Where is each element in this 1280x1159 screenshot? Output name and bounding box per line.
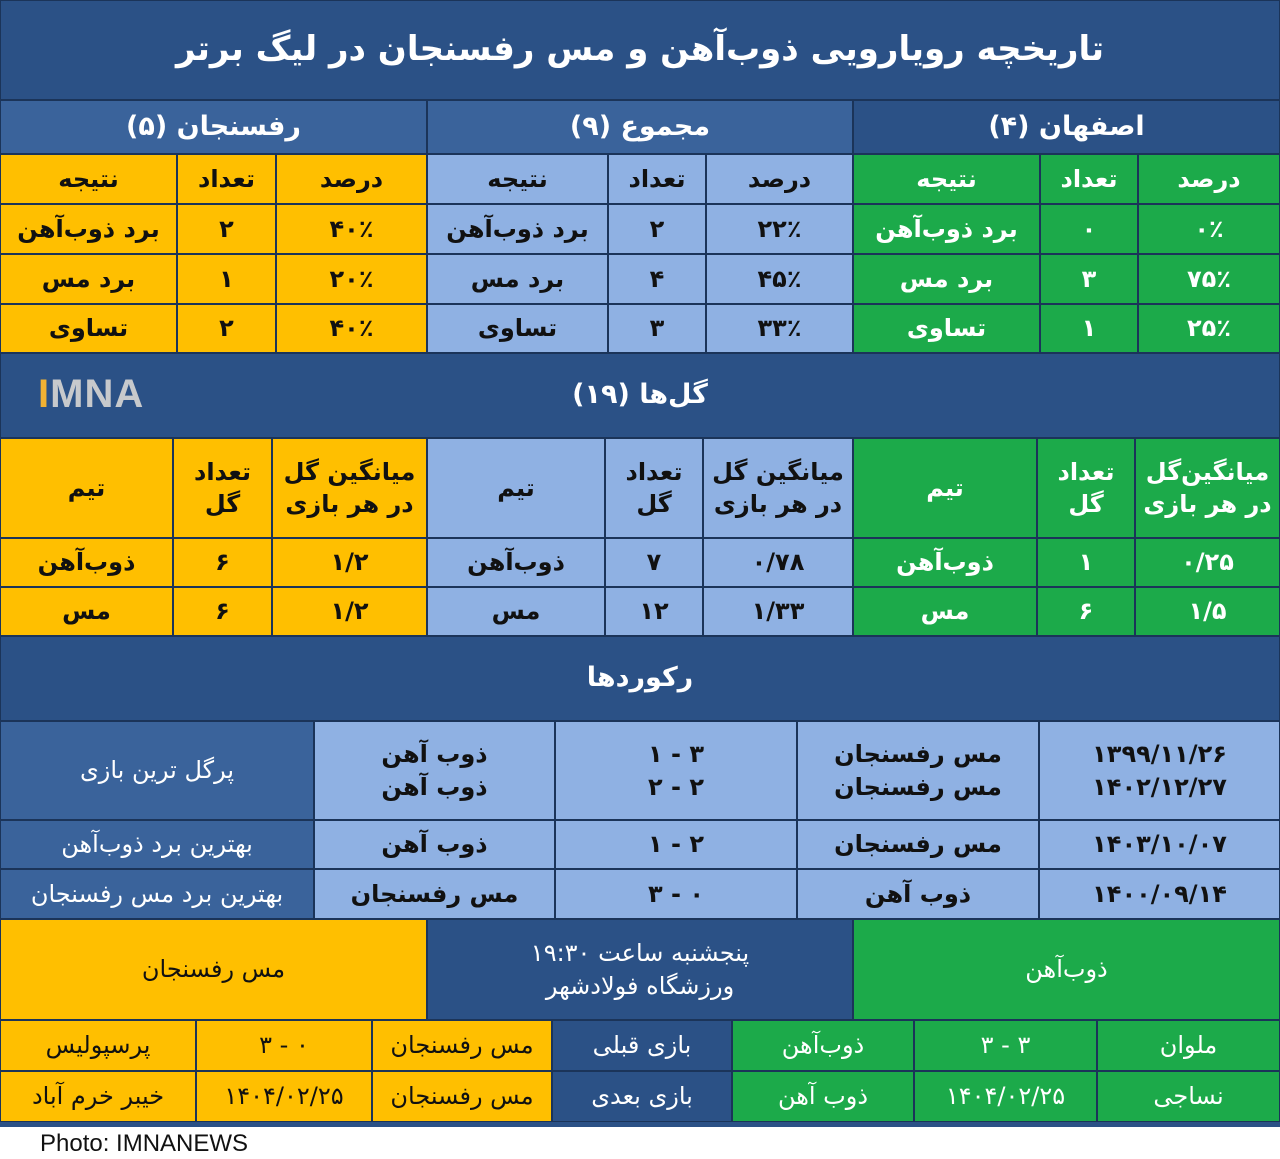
record-date: ۱۳۹۹/۱۱/۲۶ ۱۴۰۲/۱۲/۲۷ (1039, 721, 1280, 820)
record-home: ذوب آهن (797, 869, 1039, 919)
mes-previous-opponent: پرسپولیس (0, 1020, 196, 1071)
result-count: ۰ (1040, 204, 1138, 254)
mes-next-team: مس رفسنجان (372, 1071, 552, 1122)
goals-header-team: تیم (427, 438, 605, 538)
record-score: ۳ - ۱ ۲ - ۲ (555, 721, 797, 820)
result-label: تساوی (0, 304, 177, 353)
goals-avg: ۰/۲۵ (1135, 538, 1280, 587)
results-header-result: نتیجه (0, 154, 177, 204)
goals-header-count: تعداد گل (605, 438, 703, 538)
section-header-isfahan: اصفهان (۴) (853, 100, 1280, 154)
goals-count: ۷ (605, 538, 703, 587)
goals-avg: ۱/۵ (1135, 587, 1280, 636)
mes-previous-score: ۰ - ۳ (196, 1020, 372, 1071)
record-label: بهترین برد مس رفسنجان (0, 869, 314, 919)
section-header-rafsanjan: رفسنجان (۵) (0, 100, 427, 154)
result-count: ۱ (1040, 304, 1138, 353)
goals-team: مس (427, 587, 605, 636)
goals-team: مس (853, 587, 1037, 636)
photo-credit: Photo: IMNANEWS (40, 1130, 249, 1157)
mes-previous-team: مس رفسنجان (372, 1020, 552, 1071)
result-percent: ۳۳٪ (706, 304, 853, 353)
mes-next-date: ۱۴۰۴/۰۲/۲۵ (196, 1071, 372, 1122)
result-count: ۲ (177, 204, 276, 254)
results-header-result: نتیجه (853, 154, 1040, 204)
match-home-team: ذوب‌آهن (853, 919, 1280, 1020)
result-label: برد مس (853, 254, 1040, 304)
result-label: برد مس (427, 254, 608, 304)
section-header-total: مجموع (۹) (427, 100, 853, 154)
goals-team: ذوب‌آهن (427, 538, 605, 587)
zob-next-team: ذوب آهن (732, 1071, 914, 1122)
goals-avg: ۱/۳۳ (703, 587, 853, 636)
goals-team: مس (0, 587, 173, 636)
goals-avg: ۱/۲ (272, 538, 427, 587)
result-count: ۳ (1040, 254, 1138, 304)
result-label: برد مس (0, 254, 177, 304)
goals-header-team: تیم (853, 438, 1037, 538)
result-label: تساوی (853, 304, 1040, 353)
result-percent: ۰٪ (1138, 204, 1280, 254)
match-info: پنجشنبه ساعت ۱۹:۳۰ ورزشگاه فولادشهر (427, 919, 853, 1020)
results-header-count: تعداد (608, 154, 706, 204)
page-title: تاریخچه رویارویی ذوب‌آهن و مس رفسنجان در لیگ برتر (0, 0, 1280, 100)
record-date: ۱۴۰۰/۰۹/۱۴ (1039, 869, 1280, 919)
results-header-count: تعداد (1040, 154, 1138, 204)
results-header-percent: درصد (1138, 154, 1280, 204)
result-count: ۲ (177, 304, 276, 353)
result-percent: ۲۲٪ (706, 204, 853, 254)
result-percent: ۴۰٪ (276, 204, 427, 254)
record-home: مس رفسنجان (797, 820, 1039, 869)
zob-next-date: ۱۴۰۴/۰۲/۲۵ (914, 1071, 1097, 1122)
goals-header-count: تعداد گل (1037, 438, 1135, 538)
result-label: تساوی (427, 304, 608, 353)
result-count: ۲ (608, 204, 706, 254)
zob-previous-opponent: ملوان (1097, 1020, 1280, 1071)
mes-next-opponent: خیبر خرم آباد (0, 1071, 196, 1122)
goals-header-avg: میانگین گل در هر بازی (272, 438, 427, 538)
goals-header-avg: میانگین گل در هر بازی (703, 438, 853, 538)
record-date: ۱۴۰۳/۱۰/۰۷ (1039, 820, 1280, 869)
imna-watermark-logo: IMNA (38, 372, 145, 416)
zob-next-opponent: نساجی (1097, 1071, 1280, 1122)
goals-count: ۶ (173, 538, 272, 587)
record-away: ذوب آهن (314, 820, 555, 869)
record-label: پرگل ترین بازی (0, 721, 314, 820)
record-away: مس رفسنجان (314, 869, 555, 919)
zob-previous-score: ۳ - ۳ (914, 1020, 1097, 1071)
record-score: ۰ - ۳ (555, 869, 797, 919)
results-header-count: تعداد (177, 154, 276, 204)
goals-team: ذوب‌آهن (0, 538, 173, 587)
result-count: ۱ (177, 254, 276, 304)
goals-count: ۱۲ (605, 587, 703, 636)
match-away-team: مس رفسنجان (0, 919, 427, 1020)
goals-header-count: تعداد گل (173, 438, 272, 538)
goals-team: ذوب‌آهن (853, 538, 1037, 587)
zob-previous-team: ذوب‌آهن (732, 1020, 914, 1071)
record-home: مس رفسنجان مس رفسنجان (797, 721, 1039, 820)
result-percent: ۷۵٪ (1138, 254, 1280, 304)
result-label: برد ذوب‌آهن (0, 204, 177, 254)
goals-count: ۱ (1037, 538, 1135, 587)
records-title: رکوردها (0, 636, 1280, 721)
result-percent: ۴۰٪ (276, 304, 427, 353)
results-header-result: نتیجه (427, 154, 608, 204)
result-label: برد ذوب‌آهن (427, 204, 608, 254)
next-game-label: بازی بعدی (552, 1071, 732, 1122)
result-label: برد ذوب‌آهن (853, 204, 1040, 254)
goals-count: ۶ (173, 587, 272, 636)
results-header-percent: درصد (276, 154, 427, 204)
result-count: ۳ (608, 304, 706, 353)
result-count: ۴ (608, 254, 706, 304)
record-score: ۲ - ۱ (555, 820, 797, 869)
result-percent: ۲۵٪ (1138, 304, 1280, 353)
results-header-percent: درصد (706, 154, 853, 204)
record-label: بهترین برد ذوب‌آهن (0, 820, 314, 869)
goals-header-avg: میانگین‌گل در هر بازی (1135, 438, 1280, 538)
result-percent: ۴۵٪ (706, 254, 853, 304)
goals-avg: ۰/۷۸ (703, 538, 853, 587)
goals-count: ۶ (1037, 587, 1135, 636)
goals-avg: ۱/۲ (272, 587, 427, 636)
goals-title: گل‌ها (۱۹) (0, 353, 1280, 438)
result-percent: ۲۰٪ (276, 254, 427, 304)
goals-header-team: تیم (0, 438, 173, 538)
previous-game-label: بازی قبلی (552, 1020, 732, 1071)
record-away: ذوب آهن ذوب آهن (314, 721, 555, 820)
